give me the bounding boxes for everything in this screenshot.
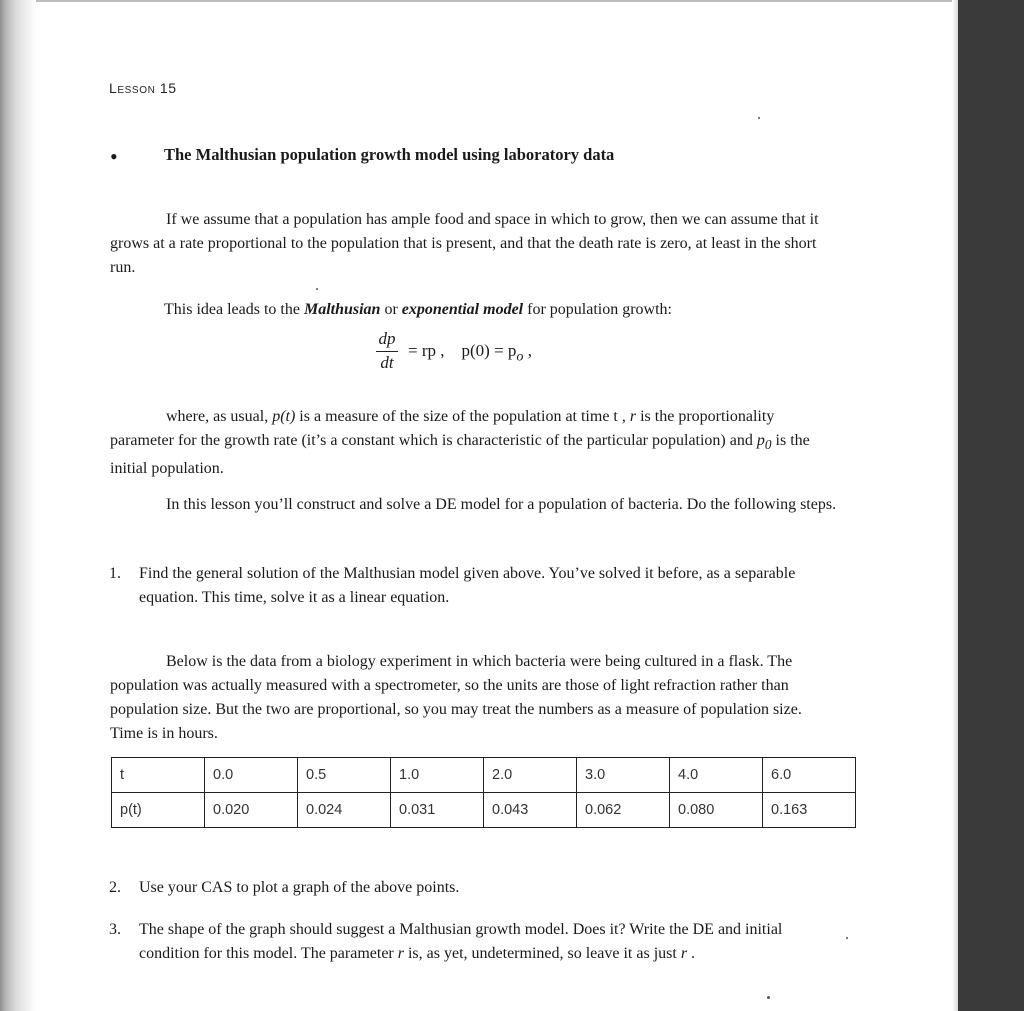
def-p0-sub: 0 xyxy=(764,437,772,453)
step-3 xyxy=(109,918,839,966)
term-exponential-model: exponential model xyxy=(401,301,524,318)
rhs-rp: = rp , xyxy=(408,341,445,360)
step-1 xyxy=(109,562,839,610)
step-3-r2: r xyxy=(680,945,688,962)
def-r: r xyxy=(629,408,637,425)
table-cell: 0.043 xyxy=(484,793,577,828)
def-pt: p(t) xyxy=(272,408,296,425)
lesson-paragraph: In this lesson you’ll construct and solve a DE model for a population of bacteria. Do the following steps. xyxy=(166,496,837,513)
page-top-edge xyxy=(36,0,956,2)
book-spine-shadow xyxy=(0,0,36,1011)
step-2-text: Use your CAS to plot a graph of the above points. xyxy=(139,879,460,896)
model-intro-middle: or xyxy=(380,301,402,318)
scan-speck xyxy=(846,937,848,939)
fraction-numerator: dp xyxy=(378,329,396,348)
step-3-r: r xyxy=(397,945,404,962)
def-p0: p xyxy=(756,432,765,449)
step-3-text-end: . xyxy=(687,945,696,962)
page-right-edge xyxy=(952,0,958,1011)
equation-rhs xyxy=(408,341,532,365)
table-cell: 0.024 xyxy=(298,793,391,828)
section-heading: The Malthusian population growth model using laboratory data xyxy=(164,145,615,164)
table-cell: 0.0 xyxy=(205,758,298,793)
model-intro-paragraph xyxy=(164,298,672,322)
table-cell: 2.0 xyxy=(484,758,577,793)
def-part3: is the proportionality parameter for the growth rate (it’s a constant which is characteristic of the particular population) and xyxy=(110,408,775,449)
table-cell: 4.0 xyxy=(670,758,763,793)
step-1-text: Find the general solution of the Malthusian model given above. You’ve solved it before, as a separable equation. This time, solve it as a linear equation. xyxy=(139,565,796,606)
step-2-number: 2. xyxy=(109,879,121,896)
equation-end-comma: , xyxy=(527,341,532,360)
initial-subscript: o xyxy=(516,348,524,365)
table-cell: 0.031 xyxy=(391,793,484,828)
row-header-pt: p(t) xyxy=(112,793,205,828)
step-3-text-middle: is, as yet, undetermined, so leave it as just xyxy=(403,945,681,962)
lesson-label: Lesson 15 xyxy=(109,80,177,96)
derivative-fraction xyxy=(376,328,398,373)
intro-paragraph: If we assume that a population has ample food and space in which to grow, then we can assume that it grows at a rate proportional to the population that is present, and that the death rate is zero, at least in the short run. xyxy=(110,211,819,276)
row-header-t: t xyxy=(112,758,205,793)
term-malthusian: Malthusian xyxy=(303,301,381,318)
heading-bullet: • xyxy=(110,144,118,169)
table-cell: 0.020 xyxy=(205,793,298,828)
table-cell: 3.0 xyxy=(577,758,670,793)
data-table xyxy=(111,757,856,828)
step-3-number: 3. xyxy=(109,921,121,938)
fraction-denominator: dt xyxy=(380,353,394,372)
table-cell: 0.080 xyxy=(670,793,763,828)
table-cell: 6.0 xyxy=(763,758,856,793)
step-2 xyxy=(109,876,839,900)
scan-speck xyxy=(316,288,318,290)
def-part2: is a measure of the size of the population at time t , xyxy=(295,408,630,425)
def-part1: where, as usual, xyxy=(166,408,273,425)
definition-paragraph xyxy=(110,405,810,481)
table-cell: 1.0 xyxy=(391,758,484,793)
fraction-bar xyxy=(376,351,398,352)
step-3-text-before: The shape of the graph should suggest a Malthusian growth model. Does it? Write the DE and initial condition for this model. The parameter xyxy=(139,921,783,962)
scan-speck xyxy=(767,996,770,999)
model-intro-before: This idea leads to the xyxy=(164,301,304,318)
table-row-t xyxy=(112,758,856,793)
scan-speck xyxy=(758,117,760,119)
table-cell: 0.163 xyxy=(763,793,856,828)
initial-condition: p(0) = p xyxy=(461,341,517,360)
step-1-number: 1. xyxy=(109,565,121,582)
data-paragraph: Below is the data from a biology experiment in which bacteria were being cultured in a flask. The population was actually measured with a spectrometer, so the units are those of light refraction rather than population size. But the two are proportional, so you may treat the numbers as a measure of population size. Time is in hours. xyxy=(110,653,802,742)
table-cell: 0.062 xyxy=(577,793,670,828)
model-intro-after: for population growth: xyxy=(523,301,672,318)
table-row-pt xyxy=(112,793,856,828)
def-part4: is the initial population. xyxy=(110,432,810,478)
table-cell: 0.5 xyxy=(298,758,391,793)
